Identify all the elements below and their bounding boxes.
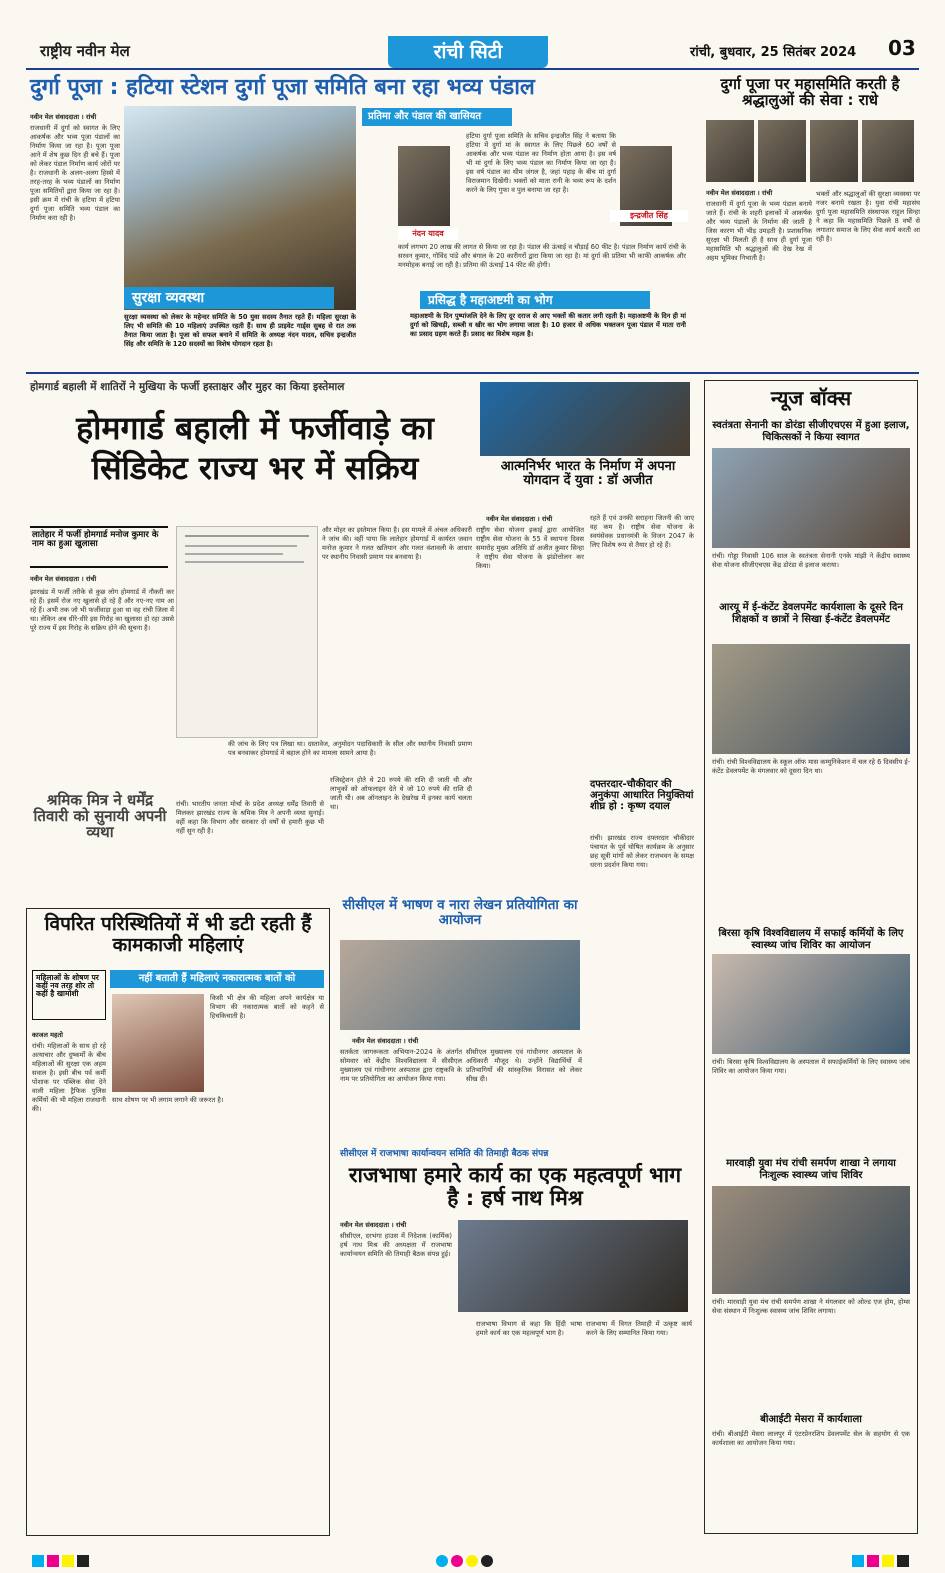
newsbox-item3-text: रांची। बिरसा कृषि विश्वविद्यालय के अस्पताल में सफाईकर्मियों के लिए स्वास्थ्य जांच शिविर का आयोजन किया गया। (712, 1058, 910, 1075)
homeguard-strap: होमगार्ड बहाली में शातिरों ने मुखिया के फर्जी हस्ताक्षर और मुहर का किया इस्तेमाल (30, 381, 345, 393)
homeguard-pull: लातेहार में फर्जी होमगार्ड मनोज कुमार के नाम का हुआ खुलासा (32, 530, 159, 550)
side-photo-2 (758, 120, 806, 182)
cuj-byline: नवीन मेल संवाददाता । रांची (352, 1037, 419, 1045)
chaukidar-headline: दफ्तरदार-चौकीदार की अनुकंपा आधारित नियुक्तियां शीघ्र हो : कृष्ण दयाल (590, 779, 694, 812)
newsbox-item1-title: स्वतंत्रता सेनानी का डोरंडा सीजीएचएस में हुआ इलाज, चिकित्सकों ने किया स्वागत (712, 420, 910, 443)
section-divider (26, 372, 919, 374)
bhog-text: महाअष्टमी के दिन पुष्पांजलि देने के लिए दूर दराज से आए भक्तों की कतार लगी रहती है। महाअष्टमी के दिन ही मां दुर्गा को खिचड़ी, सब्जी व खीर का भोग लगाया जाता है। 10 हजार से अधिक भक्तजन पूजा पंडाल में माता रानी का प्रसाद ग्रहण करते हैं। प्रसाद का विशेष महत्व है। (410, 312, 686, 338)
rajbhasha-text-3: राजभाषा में विगत तिमाही में उत्कृष्ट कार्य करने के लिए सम्मानित किया गया। (586, 1320, 692, 1337)
feature-text: हटिया दुर्गा पूजा समिति के सचिव इन्द्रजीत सिंह ने बताया कि हटिया में दुर्गा मां के स्वागत के लिए पिछले 60 वर्षों से आकर्षक और भव्य पंडाल का निर्माण होता आया है। इस वर्ष भी मां दुर्गा के लिए भव्य पंडाल का निर्माण किया जा रहा है। इस वर्ष पंडाल का थीम जंगल है, जहां पहाड़ के बीच मां दुर्गा विराजमान दिखेंगी। भक्तों को माता रानी के भव्य रूप के दर्शन करने के लिए गुफा व पुल बनाया जा रहा है। (466, 132, 616, 194)
feature-text-2: कार्य लगभग 20 लाख की लागत से किया जा रहा है। पंडाल की ऊंचाई व चौड़ाई 60 फीट है। पंडाल निर्माण कार्य रांची के सरवन कुमार, गोविंद पांडे और बंगाल के 20 कारीगरों द्वारा किया जा रहा है। मां दुर्गा की प्रतिमा भी काफी आकर्षक और मनमोहक बनाई जा रही है। प्रतिमा की ऊंचाई 14 फीट की होगी। (398, 243, 686, 269)
registration-marks-right (852, 1552, 912, 1571)
person1-photo (398, 146, 450, 226)
side-top-text-1: राजधानी में दुर्गा पूजा के भव्य पंडाल बनाये जाते हैं। रांची के शहरी इलाकों में आकर्षक और भव्य पंडालों के निर्माण की जाती है जिस कारण भी भीड़ उमड़ती है। प्रशासनिक सुरक्षा भी मिलती ही है साथ ही दुर्गा पूजा महासमिति भी श्रद्धालुओं की देख रेख में अहम भूमिका निभाती है। (706, 200, 812, 262)
shramik-text-2: रजिस्ट्रेशन होते थे 20 रुपये की राशि दी जाती थी और लाभुकों को ऑफलाइन देते थे जो 10 रुपये की राशि दी जाती थी। अब ऑनलाइन के देखरेख में इनका कार्य चलता था। (330, 776, 472, 811)
rajbhasha-headline: राजभाषा हमारे कार्य का एक महत्वपूर्ण भाग है : हर्ष नाथ मिश्र (348, 1163, 682, 1210)
chaukidar-text: रांची। झारखंड राज्य दफ्तरदार चौकीदार पंचायत के पूर्व घोषित कार्यक्रम के अनुसार छह सूत्री मांगों को लेकर राजभवन के समक्ष धरना प्रदर्शन किया गया। (590, 834, 694, 869)
side-photo-3 (810, 120, 858, 182)
atmanirbhar-text-2: रहते हैं एवं उनकी सराहना जितनी की जाए वह कम है। राष्ट्रीय सेवा योजना के स्वयंसेवक प्रधानमंत्री के विजन 2047 के लिए विशेष रूप से तैयार हो रहे हैं। (590, 514, 694, 549)
homeguard-headline: होमगार्ड बहाली में फर्जीवाड़े का सिंडिकेट राज्य भर में सक्रिय (76, 409, 434, 487)
women-photo (112, 994, 204, 1092)
person2-name: इन्द्रजीत सिंह (610, 210, 688, 222)
newsbox-item3-photo (712, 954, 910, 1054)
page-number: 03 (888, 36, 916, 60)
shramik-text: रांची। भारतीय जनता मोर्चा के प्रदेश अध्यक्ष धर्मेंद्र तिवारी से मिलकर झारखंड राज्य के श्रमिक मित्र ने अपनी व्यथा सुनाई। वहीं कहा कि विभाग और सरकार दो वर्षों से हमारी कुछ भी नहीं सुन रही है। (176, 800, 324, 835)
rajbhasha-strap: सीसीएल में राजभाषा कार्यान्वयन समिति की तिमाही बैठक संपन्न (340, 1149, 549, 1159)
side-photo-4 (862, 120, 914, 182)
women-byline: काजल महतो (32, 1031, 63, 1039)
women-band: नहीं बताती हैं महिलाएं नकारात्मक बातों को (110, 970, 324, 988)
atmanirbhar-headline: आत्मनिर्भर भारत के निर्माण में अपना योगदान दें युवा : डॉ अजीत (500, 459, 676, 489)
women-pull-box (32, 970, 106, 1020)
newsbox-item5-title: बीआईटी मेसरा में कार्यशाला (760, 1414, 862, 1425)
rajbhasha-text-1: सीसीएल, दरभंगा हाउस में निदेशक (कार्मिक) हर्ष नाथ मिश्र की अध्यक्षता में राजभाषा कार्यान्वयन समिति की तिमाही बैठक संपन्न हुई। (340, 1232, 452, 1258)
newsbox-item4-text: रांची। मारवाड़ी युवा मंच रांची समर्पण शाखा ने मंगलवार को ओल्ड एज होम, होम्स सेवा संस्थान में निःशुल्क स्वास्थ्य जांच शिविर लगाया। (712, 1298, 910, 1315)
side-top-headline: दुर्गा पूजा पर महासमिति करती है श्रद्धालुओं की सेवा : राधे (720, 75, 900, 110)
rajbhasha-text-2: राजभाषा विभाग से कहा कि हिंदी भाषा हमारे कार्य का एक महत्वपूर्ण भाग है। (476, 1320, 582, 1337)
cuj-photo (340, 940, 580, 1030)
women-text-2: किसी भी क्षेत्र की महिला अपने कार्यक्षेत्र या विभाग की नकारात्मक बातों को कहने से हिचकिचाती है। (210, 994, 324, 1020)
lead-intro: राजधानी में दुर्गा को स्वागत के लिए आकर्षक और भव्य पूजा पंडालों का निर्माण किया जा रहा है। पूजा पूजा आने में शेष कुछ दिन ही बचे हैं। पूजा को लेकर पंडाल निर्माण कार्य जोरों पर है। राजधानी के अलग-अलग हिस्से में तरह-तरह के भव्य पंडालों का निर्माण पूजा समितियों द्वारा किया जा रहा है। इसी क्रम में रांची के हटिया में हटिया दुर्गा पूजा समिति भव्य पंडाल का निर्माण करा रही है। (30, 124, 120, 222)
women-pull: महिलाओं के शोषण पर कहीं नव तरह शोर तो कहीं है खामोशी (36, 973, 99, 999)
security-band: सुरक्षा व्यवस्था (124, 287, 334, 309)
cuj-text-2: सीसीएल मुख्यालय एवं गांधीनगर अस्पताल के अधिकारी मौजूद थे। उन्होंने विद्यार्थियों में प्रतिभागियों की सांस्कृतिक विरासत को लेकर सीख दी। (466, 1048, 582, 1083)
lead-photo (124, 106, 356, 310)
lead-headline: दुर्गा पूजा : हटिया स्टेशन दुर्गा पूजा समिति बना रहा भव्य पंडाल (30, 75, 535, 100)
women-caption: साथ शोषण पर भी लगाम लगाने की जरूरत है। (112, 1096, 224, 1104)
cuj-headline: सीसीएल में भाषण व नारा लेखन प्रतियोगिता का आयोजन (342, 897, 578, 928)
person1-name: नंदन यादव (398, 228, 458, 240)
document-image (176, 526, 318, 738)
security-text: सुरक्षा व्यवस्था को लेकर के महेन्दर समिति के 50 युवा सदस्य तैनात रहते हैं। महिला सुरक्षा के लिए भी समिति की 10 महिलाएं उपस्थित रहती हैं। साथ ही प्राइवेट गार्ड्स सुबह से रात तक तैनात किया जाता है। पूजा को सफल बनाने में समिति के अध्यक्ष नंदन यादव, सचिव इन्द्रजीत सिंह और समिति के 120 सदस्यों का विशेष योगदान रहता है। (124, 313, 356, 348)
newsbox-item4-title: मारवाड़ी युवा मंच रांची समर्पण शाखा ने लगाया निःशुल्क स्वास्थ्य जांच शिविर (726, 1158, 896, 1181)
homeguard-text-1: झारखंड में फर्जी तरीके से कुछ लोग होमगार्ड में नौकरी कर रहे हैं। इसमें रोज नए खुलासे हो रहे हैं और नए-नए नाम आ रहे हैं। अभी तक जो भी फर्जीवाड़ा हुआ था वह रांची जिला में था। लेकिन अब धीरे-धीरे इस गिरोह का खुलासा हो रहा उससे पूरे राज्य में इस गिरोह के सक्रिय होने की सूचना है। (30, 588, 174, 632)
side-top-byline: नवीन मेल संवाददाता । रांची (706, 189, 773, 197)
newsbox-item1-text: रांची। गोड्डा निवासी 106 साल के स्वतंत्रता सेनानी एनके मांझी ने केंद्रीय स्वास्थ्य सेवा योजना सीजीएचएस केंद्र डोरंडा से इलाज कराया। (712, 552, 910, 569)
newsbox-item2-photo (712, 644, 910, 754)
homeguard-text-2: और मोहर का इस्तेमाल किया है। इस मामले में अंचल अधिकारी ने जांच की। वहीं पाया कि लातेहार होमगार्ड में कार्यरत जवान मनोज कुमार ने गलत खतियान और गलत वंशावली के आधार पर स्थानीय निवासी प्रमाण पत्र बनवाया है। (322, 526, 472, 561)
rajbhasha-photo (458, 1220, 688, 1312)
women-headline: विपरित परिस्थितियों में भी डटी रहती हैं कामकाजी महिलाएं (44, 913, 312, 956)
side-photo-1 (706, 120, 754, 182)
homeguard-byline: नवीन मेल संवाददाता । रांची (30, 575, 97, 583)
brand-name: राष्ट्रीय नवीन मेल (40, 42, 130, 60)
women-text-1: रांची। महिलाओं के साथ हो रहे अत्याचार और दुष्कर्मों के बीच महिलाओं की सुरक्षा एक अहम सवाल है। इसी बीच पर्व कर्मी पोशाक पर पब्लिक सेवा देने वाली महिला ट्रैफिक पुलिस कर्मियों की भी महिला राजधानी की। (32, 1042, 106, 1113)
registration-marks-left (32, 1552, 92, 1571)
newsbox-item5-text: रांची। बीआईटी मेसरा लालपुर में एंटरप्रेनरशिप डेवलपमेंट सेल के सहयोग से एक कार्यशाला का आयोजन किया गया। (712, 1430, 910, 1447)
newsbox-item4-photo (712, 1186, 910, 1294)
atmanirbhar-photo (480, 382, 690, 456)
dateline: रांची, बुधवार, 25 सितंबर 2024 (690, 45, 857, 60)
atmanirbhar-byline: नवीन मेल संवाददाता । रांची (486, 515, 553, 523)
shramik-headline: श्रमिक मित्र ने धर्मेंद्र तिवारी को सुनायी अपनी व्यथा (33, 791, 167, 842)
homeguard-pull-box (30, 526, 168, 568)
homeguard-text-3: की जांच के लिए पत्र लिखा था। दस्तावेज, अनुमोदन पदाधिकारी के सील और स्थानीय निवासी प्रमाण पत्र बनवाकर होमगार्ड में बहाल होने का मामला सामने आया है। (228, 740, 472, 757)
section-tab: रांची सिटी (388, 36, 548, 68)
newsbox-item1-photo (712, 448, 910, 548)
side-top-text-2: भक्तों और श्रद्धालुओं की सुरक्षा व्यवस्था पर नजर बनाये रखता है। युवा रांची महासंघ दुर्गा पूजा महासमिति संस्थापक राहुल सिन्हा ने कहा कि महासमिति पिछले 8 वर्षों से लगातार समाज के लिए सेवा कार्य करती आ रही है। (816, 190, 920, 243)
cuj-text-1: सतर्कता जागरूकता अभियान-2024 के अंतर्गत सोमवार को केंद्रीय विश्वविद्यालय में सीसीएल मुख्यालय एवं गांधीनगर अस्पताल द्वारा राष्ट्रकवि के नाम पर प्रतियोगिता का आयोजन किया गया। (340, 1048, 462, 1083)
registration-marks-center (436, 1552, 496, 1571)
feature-band: प्रतिमा और पंडाल की खासियत (362, 108, 512, 126)
bhog-band: प्रसिद्ध है महाअष्टमी का भोग (420, 291, 650, 309)
newsbox-title: न्यूज बॉक्स (770, 386, 852, 410)
atmanirbhar-text-1: राष्ट्रीय सेवा योजना इकाई द्वारा आयोजित राष्ट्रीय सेवा योजना के 55 वें स्थापना दिवस समारोह मुख्य अतिथि डॉ अजीत कुमार सिन्हा ने राष्ट्रीय सेवा योजना के झंडोत्तोलन कर किया। (476, 526, 584, 570)
rajbhasha-byline: नवीन मेल संवाददाता । रांची (340, 1221, 407, 1229)
newsbox-item2-text: रांची। रांची विश्वविद्यालय के स्कूल ऑफ मास कम्युनिकेशन में चल रहे 6 दिवसीय ई-कंटेंट डेवलपमेंट के मंगलवार को दूसरा दिन था। (712, 758, 910, 775)
newsbox-item2-title: आरयू में ई-कंटेंट डेवलपमेंट कार्यशाला के दूसरे दिन शिक्षकों व छात्रों ने सिखा ई-कंटेंट डेवलपमेंट (719, 602, 903, 625)
newsbox-item3-title: बिरसा कृषि विश्वविद्यालय में सफाई कर्मियों के लिए स्वास्थ्य जांच शिविर का आयोजन (718, 928, 904, 951)
lead-byline: नवीन मेल संवाददाता । रांची (30, 113, 97, 121)
